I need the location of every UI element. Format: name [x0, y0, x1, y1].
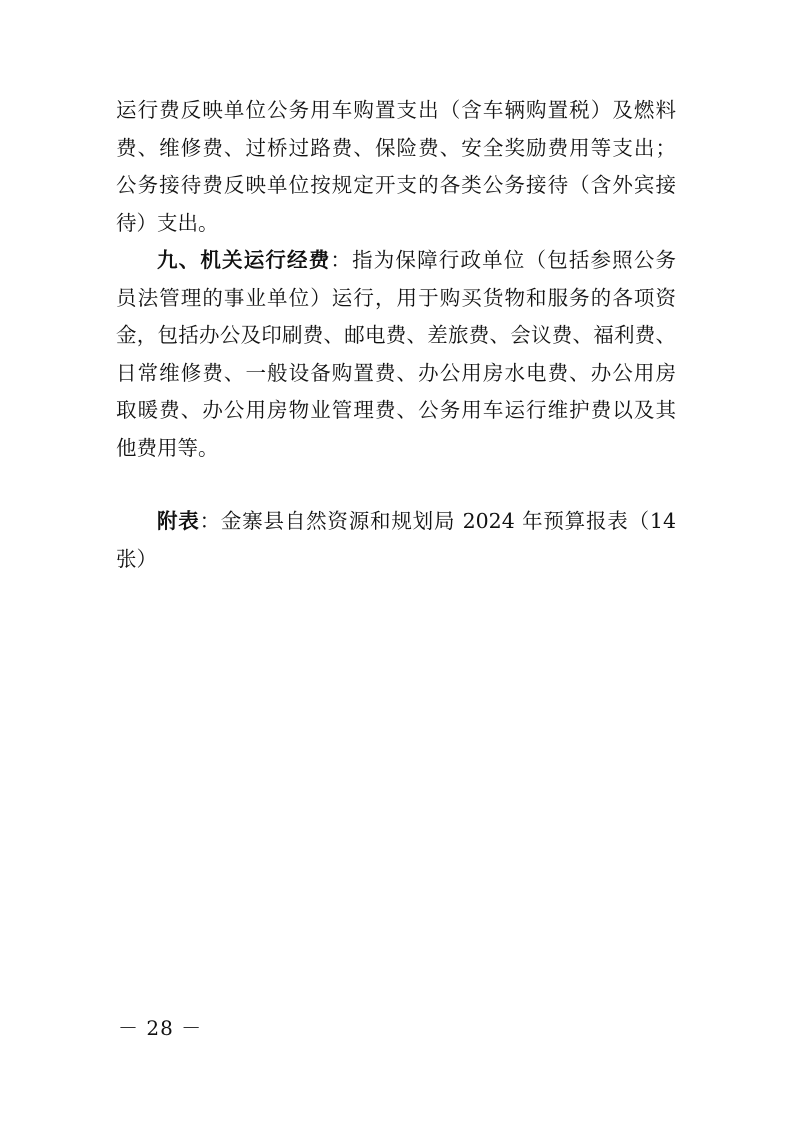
text-line: 公务接待费反映单位按规定开支的各类公务接待（含外宾接	[116, 173, 676, 197]
text-line: 费、维修费、过桥过路费、保险费、安全奖励费用等支出；	[116, 135, 676, 160]
attachment-note	[116, 503, 676, 578]
text-line: 他费用等。	[116, 435, 219, 460]
text-line: 张）	[116, 546, 157, 571]
attachment-text: ：金寨县自然资源和规划局 2024 年预算报表（14	[199, 509, 676, 533]
text-line: 取暖费、办公用房物业管理费、公务用车运行维护费以及其	[116, 398, 676, 422]
paragraph-vehicle-and-reception-costs	[116, 92, 676, 242]
section-nine-operating-expenses	[116, 242, 676, 467]
text-line: 员法管理的事业单位）运行，用于购买货物和服务的各项资	[116, 285, 676, 310]
text-line: 待）支出。	[116, 210, 219, 235]
attachment-label: 附表	[157, 509, 200, 533]
text-line: 日常维修费、一般设备购置费、办公用房水电费、办公用房	[116, 360, 676, 385]
text-line: 运行费反映单位公务用车购置支出（含车辆购置税）及燃料	[116, 98, 676, 122]
page-number: － 28 －	[118, 1016, 203, 1040]
document-body	[116, 92, 676, 578]
text-line: 金，包括办公及印刷费、邮电费、差旅费、会议费、福利费、	[116, 323, 676, 347]
section-heading: 九、机关运行经费	[157, 248, 331, 272]
text-line	[116, 242, 676, 280]
paragraph-spacer	[116, 467, 676, 503]
section-text: ：指为保障行政单位（包括参照公务	[330, 248, 677, 272]
text-line	[116, 503, 676, 541]
